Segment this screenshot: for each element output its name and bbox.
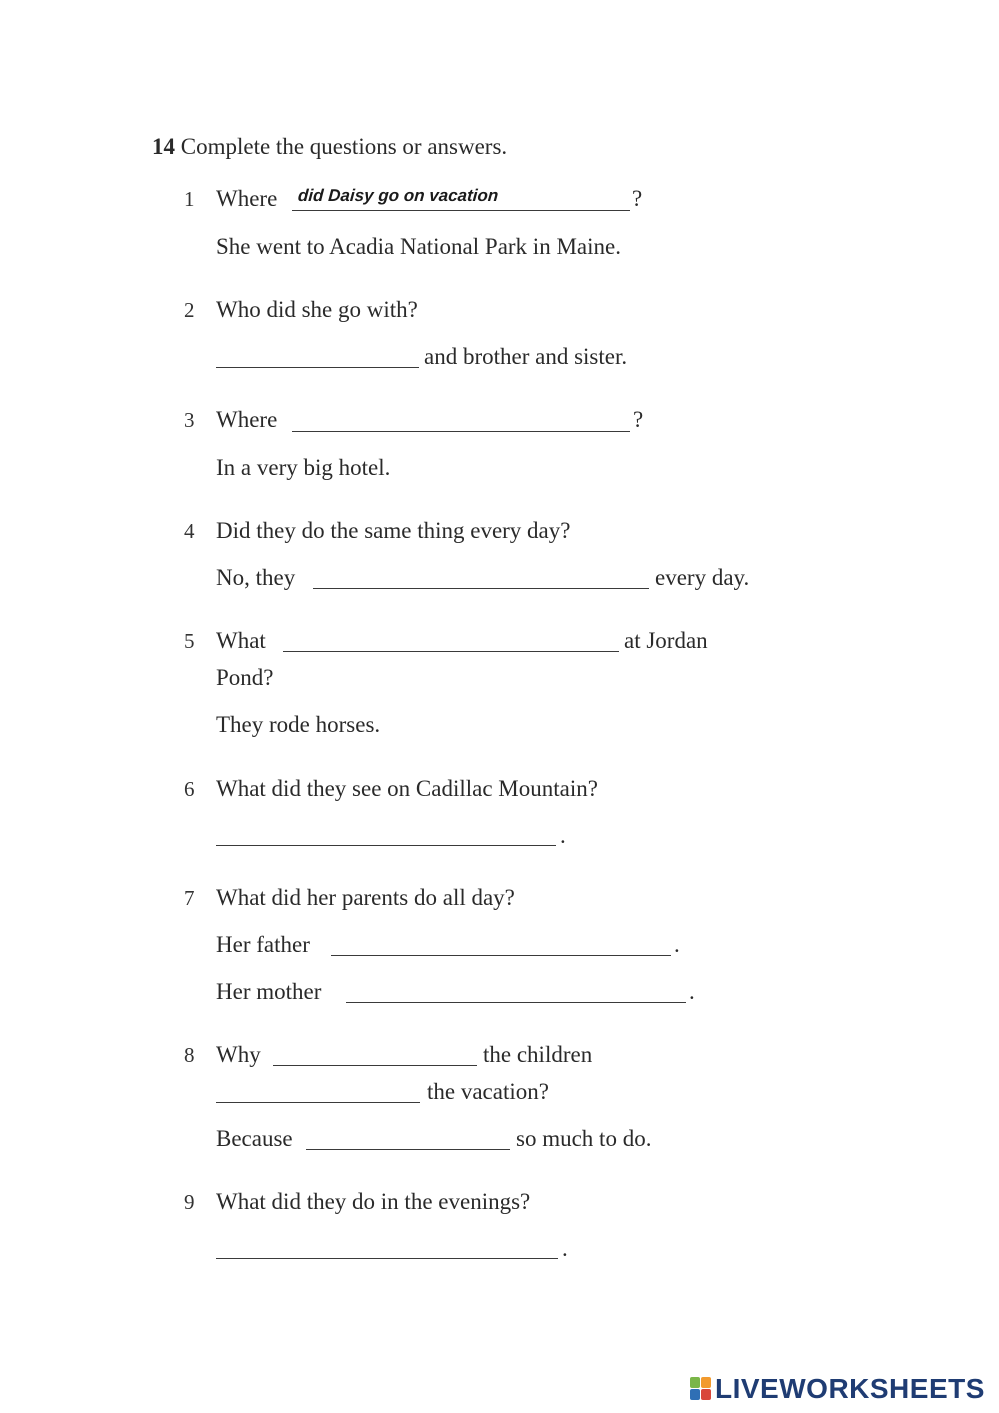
question-mark: ?: [633, 407, 644, 432]
answer-period: .: [674, 932, 680, 957]
answer-blank-7a[interactable]: [331, 955, 671, 956]
question-text: Who did she go with?: [216, 297, 418, 322]
question-text: Where: [216, 186, 278, 211]
question-line-2: Pond?: [216, 665, 274, 690]
answer-blank-8b[interactable]: [216, 1102, 420, 1103]
answer-prefix-mother: Her mother: [216, 979, 322, 1004]
question-suffix: at Jordan: [624, 628, 708, 653]
exercise-instruction: Complete the questions or answers.: [180, 134, 508, 159]
question-mid: the children: [483, 1042, 593, 1067]
answer-blank-4[interactable]: [313, 588, 649, 589]
item-number: 7: [184, 886, 195, 910]
question-line-2: the vacation?: [427, 1079, 549, 1104]
exercise-title: [152, 133, 507, 161]
answer-prefix: Because: [216, 1126, 293, 1151]
question-text: What did they see on Cadillac Mountain?: [216, 776, 598, 801]
item-number: 6: [184, 777, 195, 801]
answer-prefix: No, they: [216, 565, 296, 590]
item-number: 1: [184, 187, 195, 211]
question-text: Did they do the same thing every day?: [216, 518, 571, 543]
answer-blank-3[interactable]: [292, 431, 630, 432]
question-text: Why: [216, 1042, 261, 1067]
logo-text: LIVEWORKSHEETS: [715, 1373, 985, 1404]
answer-text: and brother and sister.: [424, 344, 628, 369]
filled-answer-1[interactable]: did Daisy go on vacation: [297, 186, 499, 205]
answer-blank-8c[interactable]: [306, 1149, 510, 1150]
question-text: What did her parents do all day?: [216, 885, 515, 910]
item-number: 9: [184, 1190, 195, 1214]
answer-suffix: every day.: [655, 565, 750, 590]
answer-blank-9[interactable]: [216, 1258, 558, 1259]
answer-blank-2[interactable]: [216, 367, 419, 368]
answer-period: .: [562, 1236, 568, 1261]
item-number: 4: [184, 519, 195, 543]
answer-text: In a very big hotel.: [216, 455, 391, 480]
item-number: 2: [184, 298, 195, 322]
item-number: 3: [184, 408, 195, 432]
answer-text: She went to Acadia National Park in Maine.: [216, 234, 621, 259]
item-number: 8: [184, 1043, 195, 1067]
question-text: Where: [216, 407, 278, 432]
question-mark: ?: [632, 186, 643, 211]
answer-blank-6[interactable]: [216, 845, 556, 846]
answer-blank-8a[interactable]: [273, 1065, 477, 1066]
liveworksheets-grid-icon: [690, 1377, 712, 1401]
question-text: What: [216, 628, 266, 653]
answer-blank-7b[interactable]: [346, 1002, 686, 1003]
answer-suffix: so much to do.: [516, 1126, 652, 1151]
answer-blank-5[interactable]: [283, 651, 619, 652]
answer-period: .: [689, 979, 695, 1004]
liveworksheets-logo[interactable]: [690, 1374, 985, 1404]
answer-period: .: [560, 823, 566, 848]
answer-blank-1[interactable]: [292, 210, 630, 211]
item-number: 5: [184, 629, 195, 653]
exercise-number: 14: [152, 134, 175, 159]
answer-prefix-father: Her father: [216, 932, 310, 957]
answer-text: They rode horses.: [216, 712, 381, 737]
question-text: What did they do in the evenings?: [216, 1189, 531, 1214]
